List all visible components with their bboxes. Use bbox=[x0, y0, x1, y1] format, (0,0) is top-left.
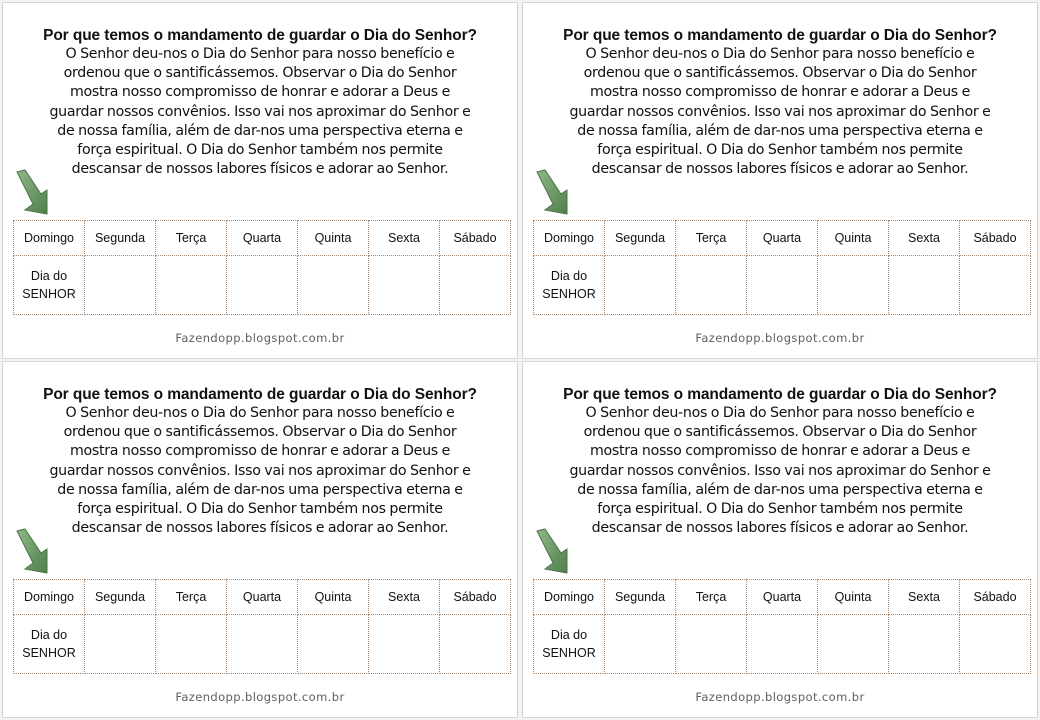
day-header-domingo: Domingo bbox=[14, 221, 85, 256]
card-body-text bbox=[17, 404, 503, 538]
checkbox-cell-segunda[interactable] bbox=[605, 615, 676, 674]
checkbox-cell-sabado[interactable] bbox=[440, 256, 511, 315]
day-header-sexta: Sexta bbox=[889, 580, 960, 615]
checkbox-cell-quarta[interactable] bbox=[747, 615, 818, 674]
checkbox-cell-segunda[interactable] bbox=[605, 256, 676, 315]
body-line: força espiritual. O Dia do Senhor também nos permite bbox=[77, 501, 443, 518]
checkbox-cell-sabado[interactable] bbox=[960, 256, 1031, 315]
body-line: de nossa família, além de dar-nos uma perspectiva eterna e bbox=[577, 122, 983, 139]
body-line: mostra nosso compromisso de honrar e adorar a Deus e bbox=[589, 443, 971, 460]
week-table bbox=[13, 220, 511, 315]
day-header-quarta: Quarta bbox=[227, 580, 298, 615]
body-line: ordenou que o santificássemos. Observar o Dia do Senhor bbox=[63, 65, 457, 82]
body-line: força espiritual. O Dia do Senhor também nos permite bbox=[597, 501, 963, 518]
body-line: descansar de nossos labores físicos e adorar ao Senhor. bbox=[591, 161, 969, 178]
day-header-sexta: Sexta bbox=[889, 221, 960, 256]
card-footer-url: Fazendopp.blogspot.com.br bbox=[175, 690, 345, 704]
body-line: mostra nosso compromisso de honrar e adorar a Deus e bbox=[69, 84, 451, 101]
body-line: força espiritual. O Dia do Senhor também nos permite bbox=[77, 142, 443, 159]
table-row bbox=[14, 256, 511, 315]
checkbox-cell-sabado[interactable] bbox=[960, 615, 1031, 674]
week-table bbox=[533, 220, 1031, 315]
body-line: de nossa família, além de dar-nos uma perspectiva eterna e bbox=[57, 122, 463, 139]
down-right-arrow-icon bbox=[533, 168, 571, 218]
checkbox-cell-terca[interactable] bbox=[676, 256, 747, 315]
day-header-sexta: Sexta bbox=[369, 580, 440, 615]
week-table bbox=[13, 579, 511, 674]
row-label-line: Dia do bbox=[30, 269, 68, 283]
down-right-arrow-icon bbox=[13, 168, 51, 218]
checkbox-cell-terca[interactable] bbox=[676, 615, 747, 674]
row-label-dia-do-senhor bbox=[534, 256, 605, 315]
body-line: descansar de nossos labores físicos e adorar ao Senhor. bbox=[71, 520, 449, 537]
day-header-segunda: Segunda bbox=[605, 580, 676, 615]
row-label-line: Dia do bbox=[550, 628, 588, 642]
body-line: guardar nossos convênios. Isso vai nos aproximar do Senhor e bbox=[49, 462, 471, 479]
body-line: guardar nossos convênios. Isso vai nos aproximar do Senhor e bbox=[569, 103, 991, 120]
checkbox-cell-quinta[interactable] bbox=[298, 615, 369, 674]
checkbox-cell-sabado[interactable] bbox=[440, 615, 511, 674]
day-header-terca: Terça bbox=[156, 580, 227, 615]
day-header-terca: Terça bbox=[676, 221, 747, 256]
day-header-segunda: Segunda bbox=[85, 580, 156, 615]
table-header-row bbox=[534, 580, 1031, 615]
checkbox-cell-sexta[interactable] bbox=[369, 256, 440, 315]
row-label-line: SENHOR bbox=[542, 287, 596, 301]
card-top-right bbox=[522, 2, 1038, 359]
checkbox-cell-quarta[interactable] bbox=[747, 256, 818, 315]
body-line: força espiritual. O Dia do Senhor também nos permite bbox=[597, 142, 963, 159]
card-title: Por que temos o mandamento de guardar o Dia do Senhor? bbox=[43, 27, 477, 44]
day-header-quinta: Quinta bbox=[298, 580, 369, 615]
table-row bbox=[14, 615, 511, 674]
body-line: descansar de nossos labores físicos e adorar ao Senhor. bbox=[591, 520, 969, 537]
day-header-terca: Terça bbox=[156, 221, 227, 256]
row-label-dia-do-senhor bbox=[14, 615, 85, 674]
row-label-line: SENHOR bbox=[22, 646, 76, 660]
body-line: ordenou que o santificássemos. Observar o Dia do Senhor bbox=[583, 65, 977, 82]
body-line: O Senhor deu-nos o Dia do Senhor para nosso benefício e bbox=[65, 405, 455, 421]
row-label-dia-do-senhor bbox=[14, 256, 85, 315]
body-line: de nossa família, além de dar-nos uma perspectiva eterna e bbox=[57, 481, 463, 498]
card-title: Por que temos o mandamento de guardar o Dia do Senhor? bbox=[43, 386, 477, 403]
day-header-quarta: Quarta bbox=[747, 580, 818, 615]
body-line: O Senhor deu-nos o Dia do Senhor para nosso benefício e bbox=[65, 46, 455, 62]
card-footer-url: Fazendopp.blogspot.com.br bbox=[695, 331, 865, 345]
table-row bbox=[534, 615, 1031, 674]
checkbox-cell-sexta[interactable] bbox=[889, 615, 960, 674]
body-line: ordenou que o santificássemos. Observar o Dia do Senhor bbox=[583, 424, 977, 441]
body-line: guardar nossos convênios. Isso vai nos aproximar do Senhor e bbox=[569, 462, 991, 479]
checkbox-cell-sexta[interactable] bbox=[889, 256, 960, 315]
card-title: Por que temos o mandamento de guardar o Dia do Senhor? bbox=[563, 386, 997, 403]
down-right-arrow-icon bbox=[533, 527, 571, 577]
card-body-text bbox=[537, 45, 1023, 179]
day-header-terca: Terça bbox=[676, 580, 747, 615]
row-label-dia-do-senhor bbox=[534, 615, 605, 674]
card-bottom-right bbox=[522, 361, 1038, 718]
card-footer-url: Fazendopp.blogspot.com.br bbox=[175, 331, 345, 345]
checkbox-cell-segunda[interactable] bbox=[85, 615, 156, 674]
card-body-text bbox=[537, 404, 1023, 538]
body-line: de nossa família, além de dar-nos uma perspectiva eterna e bbox=[577, 481, 983, 498]
day-header-domingo: Domingo bbox=[534, 221, 605, 256]
day-header-sexta: Sexta bbox=[369, 221, 440, 256]
body-line: descansar de nossos labores físicos e adorar ao Senhor. bbox=[71, 161, 449, 178]
table-header-row bbox=[534, 221, 1031, 256]
checkbox-cell-quarta[interactable] bbox=[227, 256, 298, 315]
day-header-quarta: Quarta bbox=[747, 221, 818, 256]
down-right-arrow-icon bbox=[13, 527, 51, 577]
day-header-segunda: Segunda bbox=[85, 221, 156, 256]
day-header-quinta: Quinta bbox=[298, 221, 369, 256]
day-header-sabado: Sábado bbox=[440, 221, 511, 256]
day-header-segunda: Segunda bbox=[605, 221, 676, 256]
day-header-sabado: Sábado bbox=[440, 580, 511, 615]
card-top-left bbox=[2, 2, 518, 359]
day-header-quinta: Quinta bbox=[818, 580, 889, 615]
row-label-line: Dia do bbox=[30, 628, 68, 642]
card-title: Por que temos o mandamento de guardar o Dia do Senhor? bbox=[563, 27, 997, 44]
row-label-line: SENHOR bbox=[22, 287, 76, 301]
body-line: O Senhor deu-nos o Dia do Senhor para nosso benefício e bbox=[585, 46, 975, 62]
checkbox-cell-segunda[interactable] bbox=[85, 256, 156, 315]
checkbox-cell-quinta[interactable] bbox=[818, 615, 889, 674]
day-header-sabado: Sábado bbox=[960, 580, 1031, 615]
body-line: mostra nosso compromisso de honrar e adorar a Deus e bbox=[589, 84, 971, 101]
card-footer-url: Fazendopp.blogspot.com.br bbox=[695, 690, 865, 704]
day-header-quarta: Quarta bbox=[227, 221, 298, 256]
checkbox-cell-terca[interactable] bbox=[156, 256, 227, 315]
checkbox-cell-quinta[interactable] bbox=[298, 256, 369, 315]
day-header-domingo: Domingo bbox=[14, 580, 85, 615]
day-header-quinta: Quinta bbox=[818, 221, 889, 256]
week-table bbox=[533, 579, 1031, 674]
row-label-line: Dia do bbox=[550, 269, 588, 283]
table-header-row bbox=[14, 580, 511, 615]
row-label-line: SENHOR bbox=[542, 646, 596, 660]
day-header-domingo: Domingo bbox=[534, 580, 605, 615]
body-line: guardar nossos convênios. Isso vai nos aproximar do Senhor e bbox=[49, 103, 471, 120]
body-line: ordenou que o santificássemos. Observar o Dia do Senhor bbox=[63, 424, 457, 441]
table-header-row bbox=[14, 221, 511, 256]
body-line: O Senhor deu-nos o Dia do Senhor para nosso benefício e bbox=[585, 405, 975, 421]
table-row bbox=[534, 256, 1031, 315]
checkbox-cell-sexta[interactable] bbox=[369, 615, 440, 674]
day-header-sabado: Sábado bbox=[960, 221, 1031, 256]
card-bottom-left bbox=[2, 361, 518, 718]
body-line: mostra nosso compromisso de honrar e adorar a Deus e bbox=[69, 443, 451, 460]
checkbox-cell-quinta[interactable] bbox=[818, 256, 889, 315]
checkbox-cell-terca[interactable] bbox=[156, 615, 227, 674]
checkbox-cell-quarta[interactable] bbox=[227, 615, 298, 674]
card-body-text bbox=[17, 45, 503, 179]
